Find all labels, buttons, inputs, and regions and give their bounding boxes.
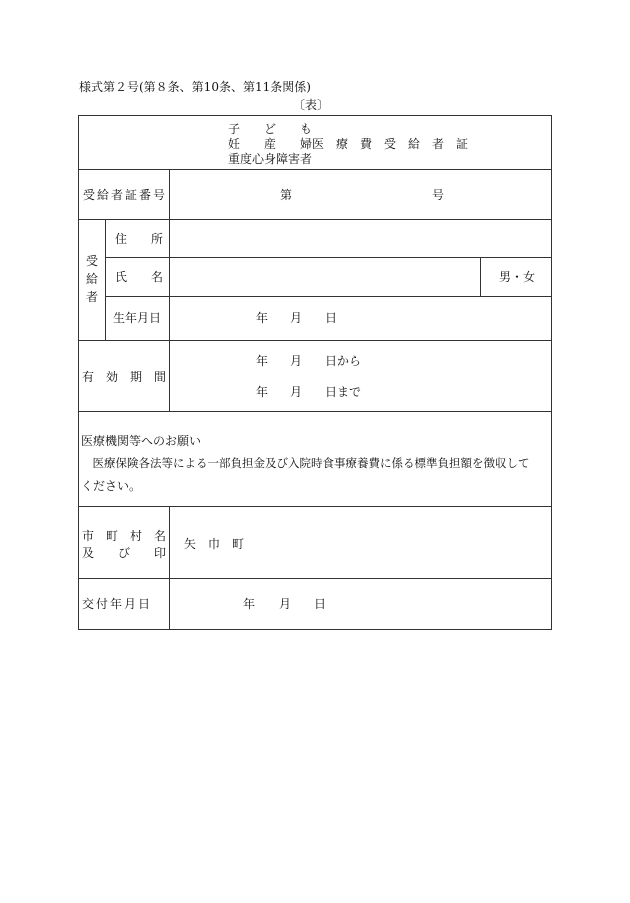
row-divider — [78, 169, 552, 170]
row-divider — [105, 257, 552, 258]
table-border-left — [78, 115, 79, 630]
row-divider — [105, 296, 552, 297]
validity-to-month: 月 — [290, 385, 303, 399]
municipality-label-line1: 市 町 村 名 — [82, 529, 167, 543]
validity-from-month: 月 — [290, 354, 303, 368]
validity-to-year: 年 — [256, 385, 269, 399]
title-line-children: 子 ど も — [228, 122, 313, 136]
table-border-bottom — [78, 629, 552, 630]
address-field[interactable] — [171, 221, 549, 255]
birth-date-label: 生年月日 — [113, 311, 162, 325]
side-label: 〔表〕 — [293, 98, 330, 112]
table-border-top — [78, 115, 552, 116]
table-border-right — [551, 115, 552, 630]
title-line-main: 妊 産 婦医 療 費 受 給 者 証 — [228, 137, 469, 151]
issue-year: 年 — [243, 597, 256, 611]
municipality-label-line2: 及 び 印 — [82, 546, 167, 560]
address-label: 住 所 — [115, 232, 164, 246]
request-body-line2: ください。 — [81, 479, 142, 493]
municipality-value: 矢 巾 町 — [184, 537, 245, 551]
issue-date-label: 交付年月日 — [82, 597, 153, 611]
column-divider — [169, 169, 170, 411]
birth-day: 日 — [325, 311, 338, 325]
name-label: 氏 名 — [115, 270, 164, 284]
row-divider — [78, 411, 552, 412]
row-divider — [78, 506, 552, 507]
birth-month: 月 — [290, 311, 303, 325]
row-divider — [78, 219, 552, 220]
recipient-label-1: 受 — [86, 254, 99, 268]
row-divider — [78, 578, 552, 579]
request-heading: 医療機関等へのお願い — [81, 434, 202, 448]
issue-month: 月 — [279, 597, 292, 611]
cert-number-prefix: 第 — [280, 188, 293, 202]
request-body-line1: 医療保険各法等による一部負担金及び入院時食事療養費に係る標準負担額を徴収して — [81, 456, 530, 470]
form-reference: 様式第２号(第８条、第10条、第11条関係) — [79, 80, 311, 94]
row-divider — [78, 340, 552, 341]
issue-day: 日 — [314, 597, 327, 611]
validity-to-day: 日まで — [325, 385, 362, 399]
validity-from-year: 年 — [256, 354, 269, 368]
recipient-label-3: 者 — [86, 290, 99, 304]
name-field[interactable] — [171, 259, 478, 294]
title-line-disabled: 重度心身障害者 — [228, 152, 313, 166]
validity-from-day: 日から — [325, 354, 362, 368]
cert-number-suffix: 号 — [432, 188, 445, 202]
birth-year: 年 — [256, 311, 269, 325]
column-divider — [480, 257, 481, 296]
cert-number-label: 受給者証番号 — [83, 188, 168, 202]
recipient-label-2: 給 — [86, 272, 99, 286]
column-divider — [169, 506, 170, 629]
validity-label: 有 効 期 間 — [82, 370, 167, 384]
column-divider — [105, 219, 106, 340]
gender-choice[interactable]: 男・女 — [499, 270, 536, 284]
